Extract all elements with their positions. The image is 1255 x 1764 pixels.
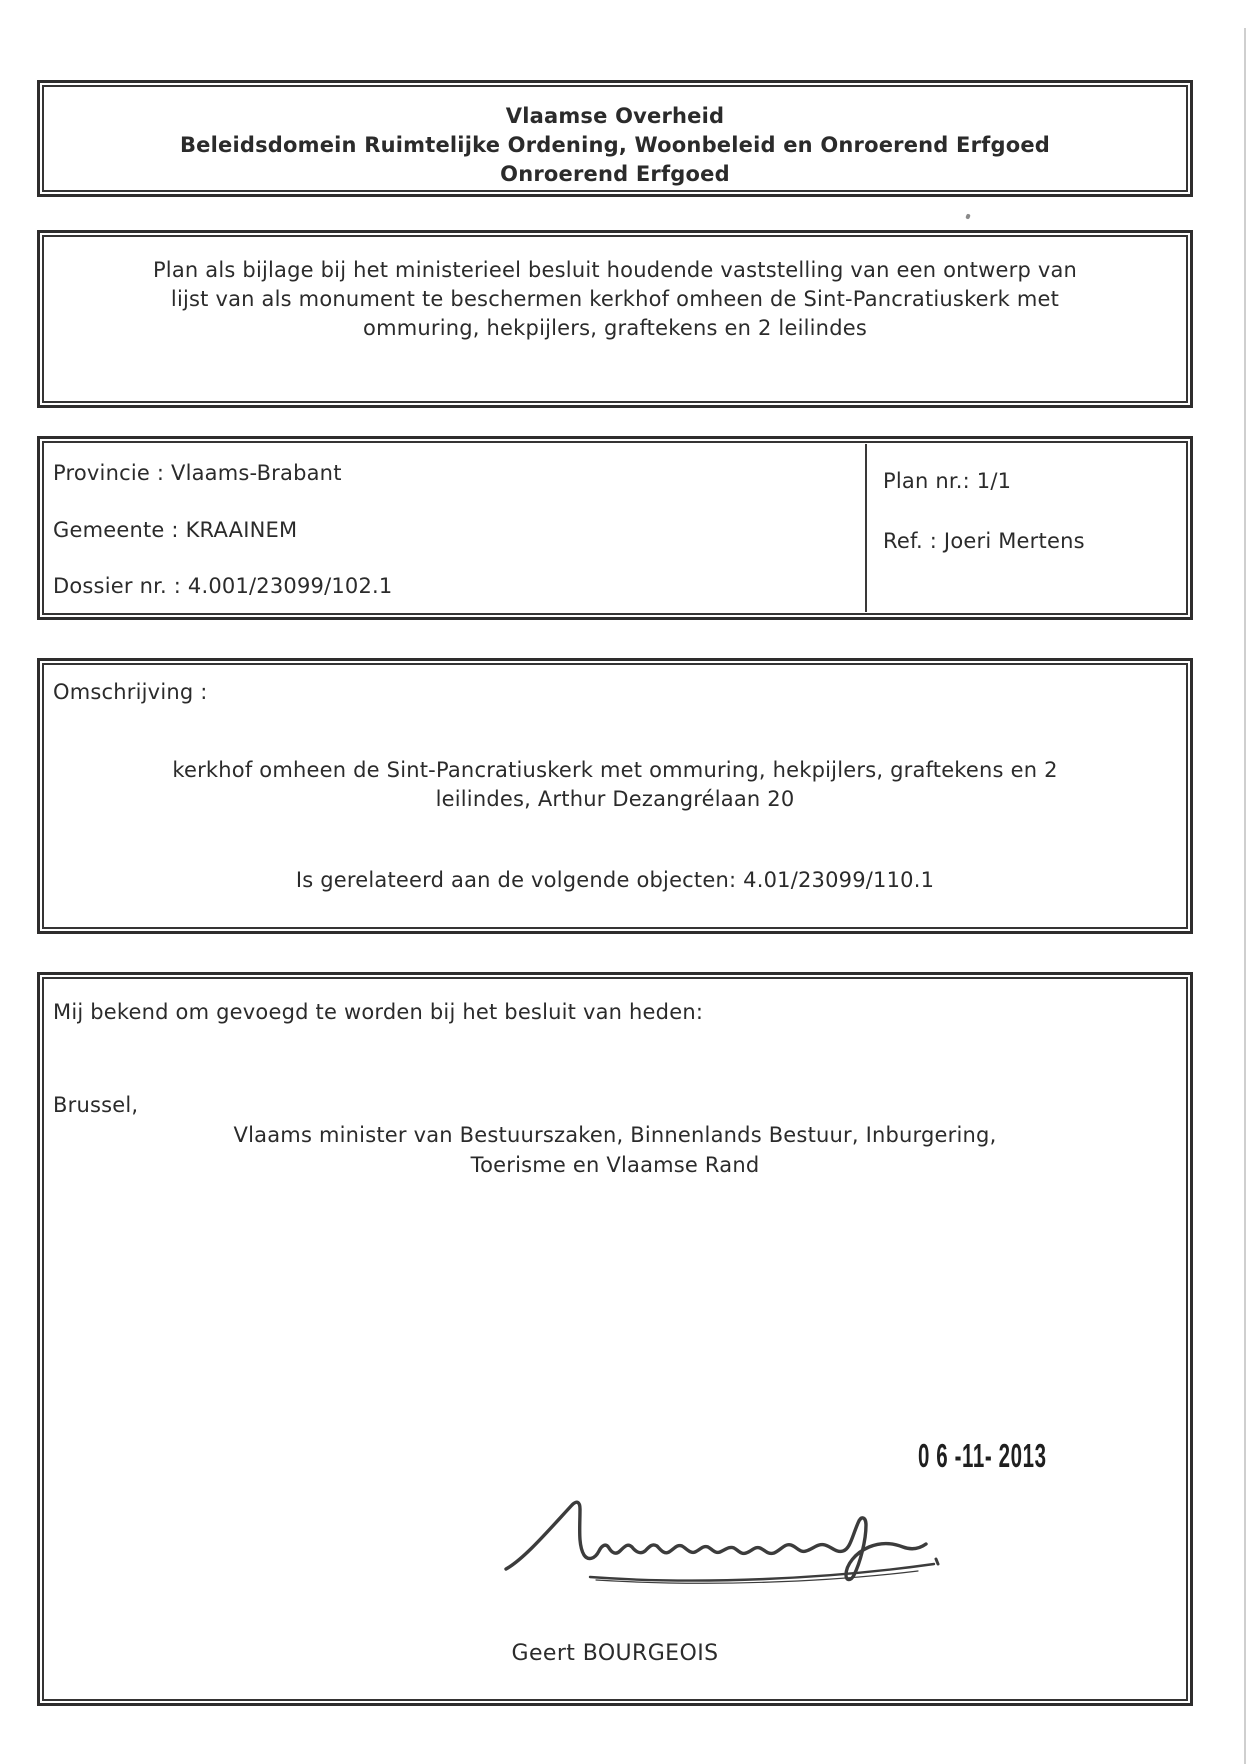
provincie-field: Provincie : Vlaams-Brabant	[53, 461, 342, 485]
letterhead-org: Vlaamse Overheid	[505, 104, 725, 128]
plan-statement-line: ommuring, hekpijlers, graftekens en 2 leilindes	[363, 316, 867, 340]
gemeente-field: Gemeente : KRAAINEM	[53, 518, 298, 542]
minister-title-line: Vlaams minister van Bestuurszaken, Binnenlands Bestuur, Inburgering,	[233, 1123, 997, 1147]
date-stamp: 0 6 -11- 2013	[918, 1437, 1047, 1474]
minister-title-line: Toerisme en Vlaamse Rand	[470, 1153, 760, 1177]
signature-handwriting	[498, 1493, 943, 1588]
omschrijving-description-line: leilindes, Arthur Dezangrélaan 20	[435, 787, 795, 811]
omschrijving-label: Omschrijving :	[53, 680, 208, 704]
info-column-divider	[865, 444, 867, 612]
plan-statement-line: lijst van als monument te beschermen kerkhof omheen de Sint-Pancratiuskerk met	[170, 287, 1060, 311]
dossier-nr-field: Dossier nr. : 4.001/23099/102.1	[53, 574, 393, 598]
omschrijving-description-line: kerkhof omheen de Sint-Pancratiuskerk met ommuring, hekpijlers, graftekens en 2	[172, 758, 1058, 782]
signing-statement: Mij bekend om gevoegd te worden bij het besluit van heden:	[53, 1000, 704, 1024]
signing-place: Brussel,	[53, 1093, 139, 1117]
plan-nr-field: Plan nr.: 1/1	[883, 469, 1012, 493]
letterhead-department: Beleidsdomein Ruimtelijke Ordening, Woonbeleid en Onroerend Erfgoed	[179, 133, 1051, 157]
signer-name: Geert BOURGEOIS	[511, 1641, 719, 1666]
letterhead-box	[37, 80, 1193, 197]
signing-box	[37, 972, 1193, 1706]
letterhead-division: Onroerend Erfgoed	[500, 162, 730, 186]
ref-field: Ref. : Joeri Mertens	[883, 529, 1085, 553]
plan-statement-box	[37, 230, 1193, 408]
info-box	[37, 436, 1193, 620]
scan-edge-line	[1244, 28, 1246, 1764]
signing-inner-border	[42, 977, 1188, 1701]
omschrijving-box	[37, 658, 1193, 934]
plan-statement-line: Plan als bijlage bij het ministerieel besluit houdende vaststelling van een ontwerp van	[152, 258, 1078, 282]
scan-speck	[965, 213, 970, 219]
related-objects-line: Is gerelateerd aan de volgende objecten: 4.01/23099/110.1	[295, 868, 935, 892]
